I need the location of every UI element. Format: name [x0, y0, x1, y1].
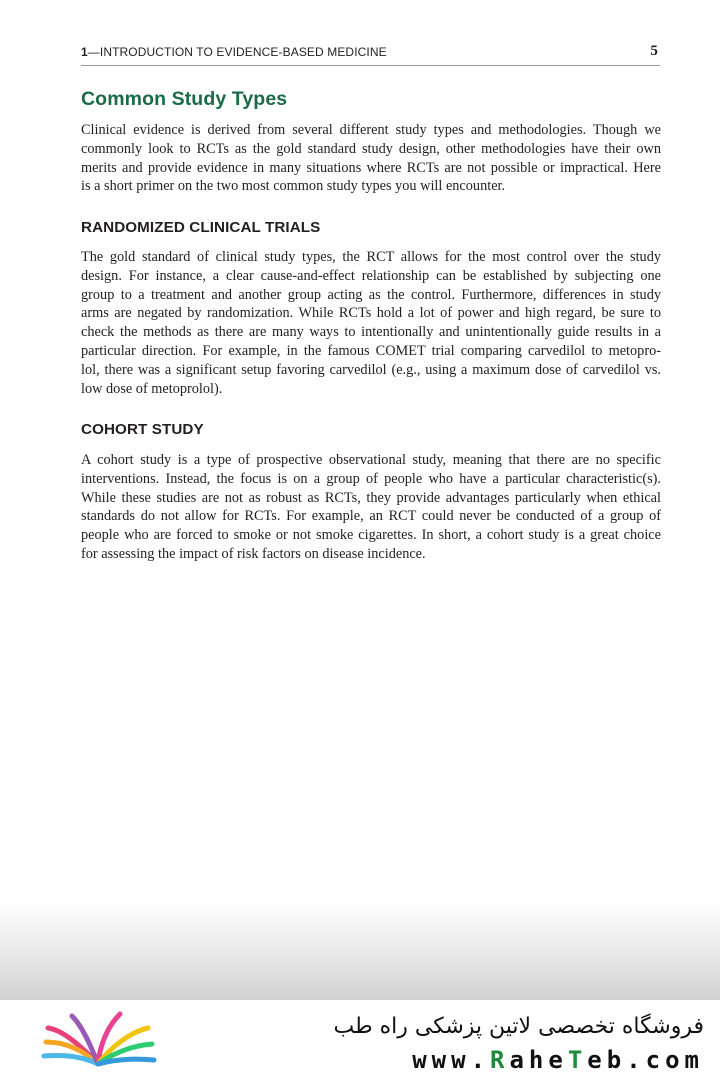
page-shadow	[0, 900, 720, 1000]
cohort-line: for assessing the impact of risk factors on disease incidence.	[81, 545, 426, 562]
chapter-label	[81, 45, 387, 59]
shop-name: فروشگاه تخصصی لاتین پزشکی راه طب	[333, 1014, 704, 1039]
rct-line: lol, there was a significant setup favoring carvedilol (e.g., using a maximum dose of carvedilol vs.	[81, 361, 661, 378]
rct-line: group to a treatment and another group acting as the control. Furthermore, differences in study	[81, 286, 661, 303]
cohort-line: people who are forced to smoke or not smoke cigarettes. In short, a cohort study is a great choice	[81, 527, 661, 544]
url-prefix: www.	[412, 1046, 491, 1074]
cohort-line: A cohort study is a type of prospective observational study, meaning that there are no specific	[81, 452, 661, 468]
url-suffix: .com	[626, 1046, 704, 1074]
url-letter-r: R	[490, 1046, 510, 1074]
intro-line: commonly look to RCTs as the gold standard study design, other methodologies have their own	[81, 140, 661, 157]
intro-line: merits and provide evidence in many situations where RCTs are not possible or impractical. Here	[81, 159, 661, 176]
url-letter-t: T	[567, 1046, 588, 1074]
cohort-line: While these studies are not as robust as RCTs, they provide advantages particularly when ethical	[81, 489, 661, 506]
chapter-number: 1	[81, 45, 88, 59]
page-number: 5	[650, 43, 658, 59]
intro-line: Clinical evidence is derived from several different study types and methodologies. Though we	[81, 122, 661, 138]
running-header	[81, 43, 660, 66]
rct-line: The gold standard of clinical study types, the RCT allows for the most control over the study	[81, 249, 661, 265]
rct-line: check the methods as there are many ways to intentionally and unintentionally guide results in a	[81, 324, 661, 341]
watermark-banner	[0, 1000, 720, 1080]
chapter-title: —INTRODUCTION TO EVIDENCE-BASED MEDICINE	[87, 45, 387, 59]
intro-paragraph	[81, 121, 661, 196]
rct-paragraph	[81, 248, 661, 398]
url-part: ahe	[509, 1046, 568, 1074]
rct-line: low dose of metoprolol).	[81, 380, 223, 397]
rct-line: design. For instance, a clear cause-and-effect relationship can be established by subjecting one	[81, 267, 661, 284]
url-part: eb	[587, 1046, 627, 1074]
cohort-line: interventions. Instead, the focus is on a group of people who have a particular characteristic(s).	[81, 470, 661, 487]
cohort-heading: COHORT STUDY	[81, 421, 204, 438]
open-book-icon	[38, 1008, 158, 1072]
cohort-paragraph	[81, 451, 661, 564]
rct-heading: RANDOMIZED CLINICAL TRIALS	[81, 219, 321, 236]
shop-url[interactable]	[412, 1046, 704, 1074]
rct-line: particular direction. For example, in the famous COMET trial comparing carvedilol to metopro-	[81, 342, 661, 359]
rct-line: arms are negated by randomization. While RCTs hold a lot of power and high regard, be sure to	[81, 305, 661, 322]
cohort-line: standards do not allow for RCTs. For example, an RCT could never be conducted of a group of	[81, 508, 661, 525]
section-title: Common Study Types	[81, 88, 288, 110]
intro-line: is a short primer on the two most common study types you will encounter.	[81, 178, 506, 195]
